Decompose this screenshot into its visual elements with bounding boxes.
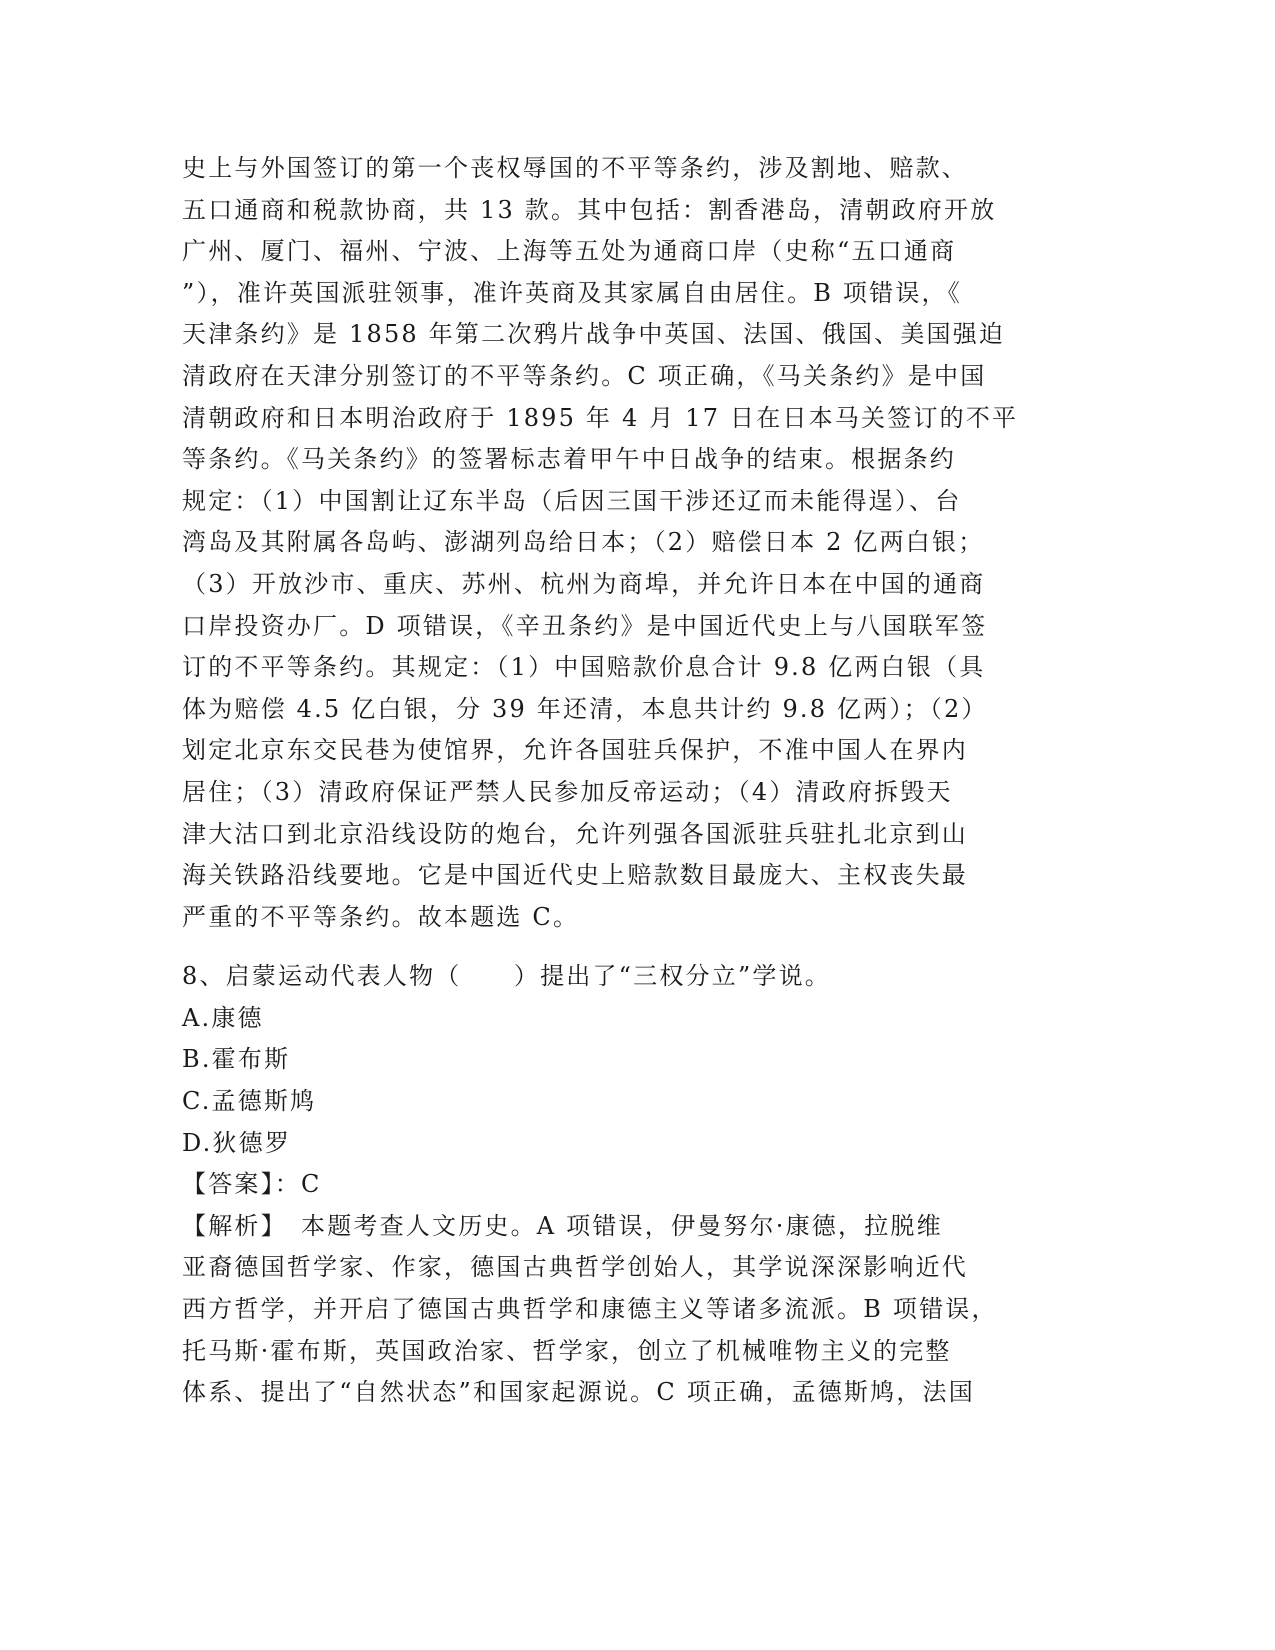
- option-b: B.霍布斯: [182, 1045, 291, 1074]
- text-line: 广州、厦门、福州、宁波、上海等五处为通商口岸（史称“五口通商: [182, 237, 957, 266]
- text-line: 津大沽口到北京沿线设防的炮台，允许列强各国派驻兵驻扎北京到山: [182, 819, 968, 848]
- document-page: [182, 148, 1044, 1414]
- text-line: 划定北京东交民巷为使馆界，允许各国驻兵保护，不准中国人在界内: [182, 736, 968, 765]
- explanation-line: 体系、提出了“自然状态”和国家起源说。C 项正确，孟德斯鸠，法国: [182, 1378, 975, 1407]
- text-line: 湾岛及其附属各岛屿、澎湖列岛给日本；（2）赔偿日本 2 亿两白银；: [182, 528, 985, 557]
- text-line: （3）开放沙市、重庆、苏州、杭州为商埠，并允许日本在中国的通商: [182, 569, 986, 598]
- answer-line: 【答案】：C: [182, 1170, 322, 1199]
- text-line: 天津条约》是 1858 年第二次鸦片战争中英国、法国、俄国、美国强迫: [182, 320, 1006, 349]
- text-line: 等条约。《马关条约》的签署标志着甲午中日战争的结束。根据条约: [182, 445, 956, 474]
- text-line: 清政府在天津分别签订的不平等条约。C 项正确，《马关条约》是中国: [182, 361, 987, 390]
- question-8: [182, 956, 1044, 1414]
- explanation-line: 西方哲学，并开启了德国古典哲学和康德主义等诸多流派。B 项错误，: [182, 1295, 998, 1324]
- text-line: ”），准许英国派驻领事，准许英商及其家属自由居住。B 项错误，《: [182, 278, 962, 307]
- explanation-line: 亚裔德国哲学家、作家，德国古典哲学创始人，其学说深深影响近代: [182, 1253, 968, 1282]
- option-c: C.孟德斯鸠: [182, 1087, 317, 1116]
- text-line: 清朝政府和日本明治政府于 1895 年 4 月 17 日在日本马关签订的不平: [182, 403, 1019, 432]
- text-line: 订的不平等条约。其规定：（1）中国赔款价息合计 9.8 亿两白银（具: [182, 653, 986, 682]
- option-a: A.康德: [182, 1003, 264, 1032]
- text-line: 居住；（3）清政府保证严禁人民参加反帝运动；（4）清政府拆毁天: [182, 777, 953, 806]
- question-title: 8、启蒙运动代表人物（ ）提出了“三权分立”学说。: [182, 962, 832, 991]
- explanation-line: 托马斯·霍布斯，英国政治家、哲学家，创立了机械唯物主义的完整: [182, 1336, 952, 1365]
- text-line: 体为赔偿 4.5 亿白银，分 39 年还清，本息共计约 9.8 亿两）；（2）: [182, 694, 988, 723]
- text-line: 史上与外国签订的第一个丧权辱国的不平等条约，涉及割地、赔款、: [182, 154, 968, 182]
- text-line: 严重的不平等条约。故本题选 C。: [182, 902, 580, 931]
- previous-explanation: [182, 148, 1044, 938]
- text-line: 规定：（1）中国割让辽东半岛（后因三国干涉还辽而未能得逞）、台: [182, 486, 962, 515]
- text-line: 海关铁路沿线要地。它是中国近代史上赔款数目最庞大、主权丧失最: [182, 861, 968, 890]
- text-line: 口岸投资办厂。D 项错误，《辛丑条约》是中国近代史上与八国联军签: [182, 611, 988, 640]
- text-line: 五口通商和税款协商，共 13 款。其中包括：割香港岛，清朝政府开放: [182, 195, 997, 224]
- option-d: D.狄德罗: [182, 1128, 292, 1157]
- explanation-line: 【解析】 本题考查人文历史。A 项错误，伊曼努尔·康德，拉脱维: [182, 1211, 943, 1240]
